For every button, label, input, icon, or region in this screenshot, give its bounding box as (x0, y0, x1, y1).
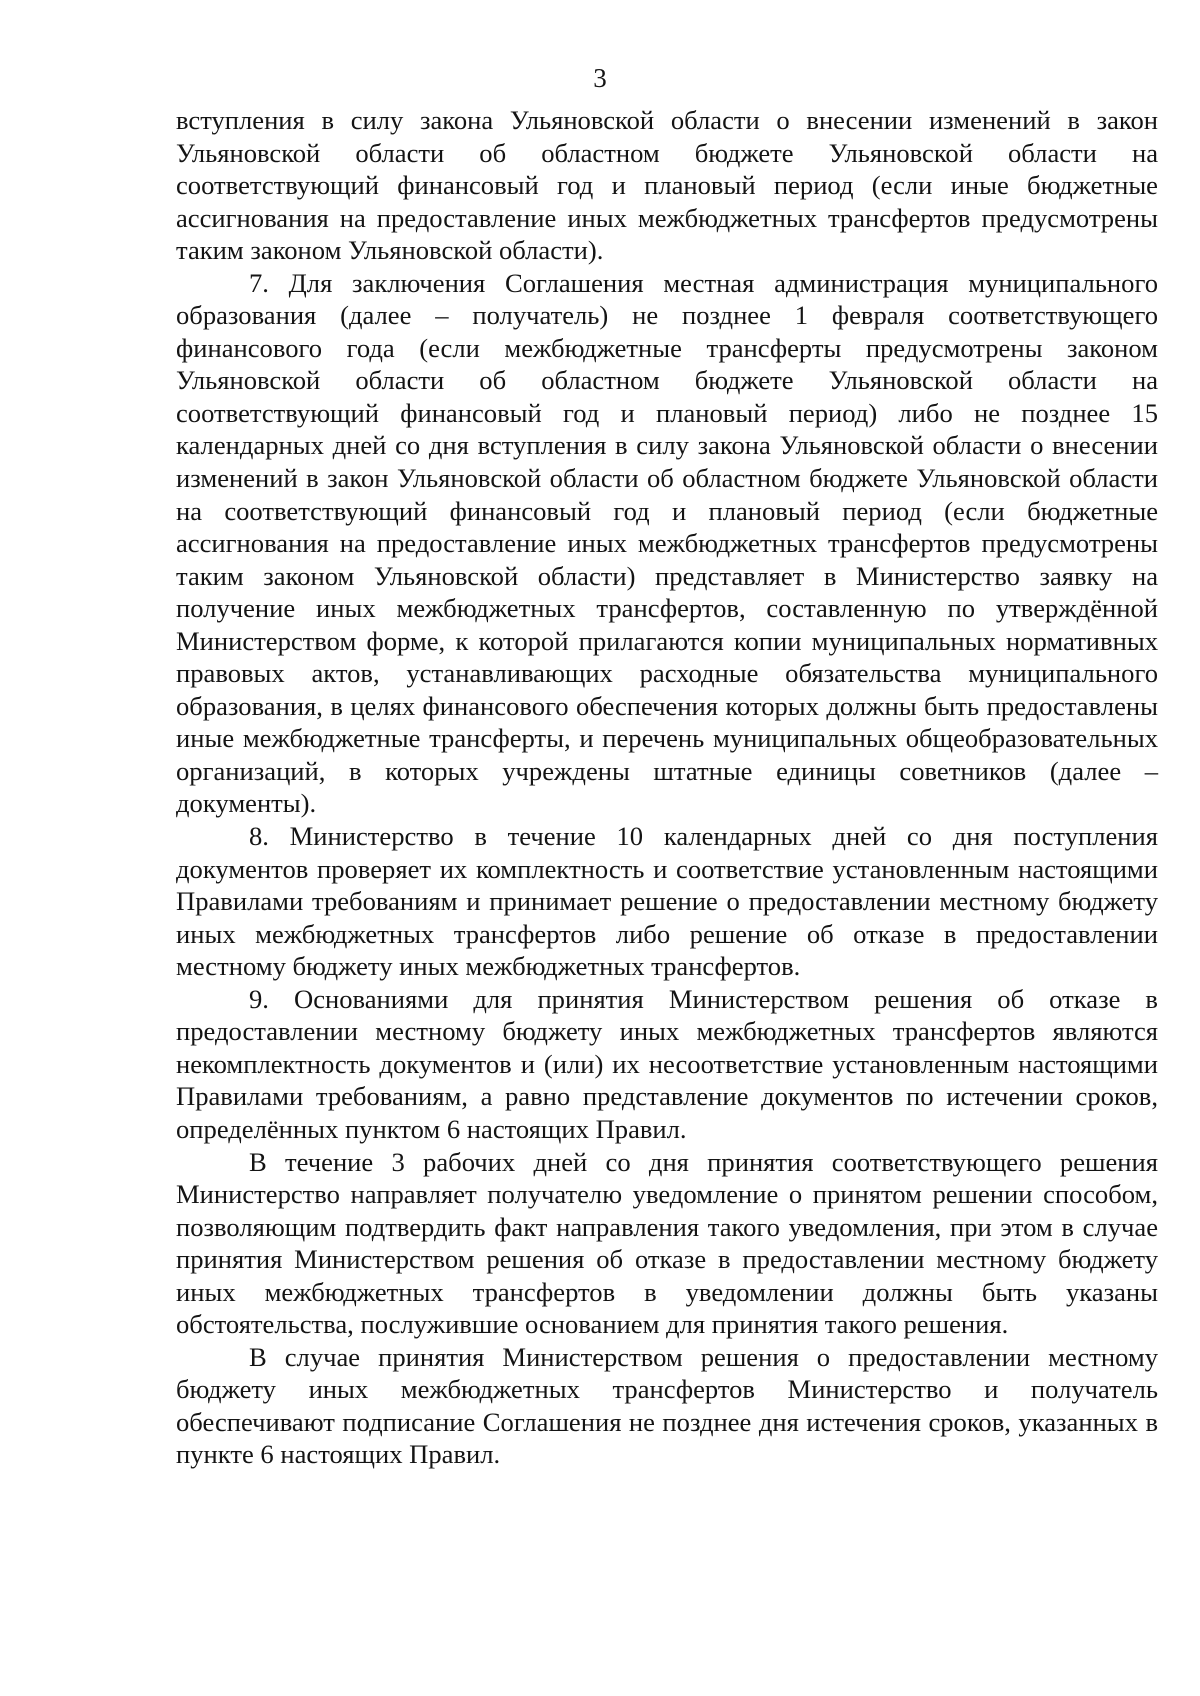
paragraph-continuation: вступления в силу закона Ульяновской области о внесении изменений в закон Ульяновской области об областном бюджете Ульяновской области на соответствующий финансовый год и плановый период (если иные бюджетные ассигнования на предоставление иных межбюджетных трансфертов предусмотрены таким законом Ульяновской области). (176, 105, 1158, 266)
paragraph-agreement-signing: В случае принятия Министерством решения о предоставлении местному бюджету иных межбюджетных трансфертов Министерство и получатель обеспечивают подписание Соглашения не позднее дня истечения сроков, указанных в пункте 6 настоящих Правил. (176, 1341, 1158, 1470)
page-number: 3 (593, 63, 607, 93)
paragraph-notification: В течение 3 рабочих дней со дня принятия соответствующего решения Министерство направляет получателю уведомление о принятом решении способом, позволяющим подтвердить факт направления такого уведомления, при этом в случае принятия Министерством решения об отказе в предоставлении местному бюджету иных межбюджетных трансфертов в уведомлении должны быть указаны обстоятельства, послужившие основанием для принятия такого решения. (176, 1146, 1158, 1340)
paragraph-item-9: 9. Основаниями для принятия Министерством решения об отказе в предоставлении местному бюджету иных межбюджетных трансфертов являются некомплектность документов и (или) их несоответствие установленным настоящими Правилами требованиям, а равно представление документов по истечении сроков, определённых пунктом 6 настоящих Правил. (176, 983, 1158, 1144)
paragraph-item-8: 8. Министерство в течение 10 календарных дней со дня поступления документов проверяет их комплектность и соответствие установленным настоящими Правилами требованиям и принимает решение о предоставлении местному бюджету иных межбюджетных трансфертов либо решение об отказе в предоставлении местному бюджету иных межбюджетных трансфертов. (176, 821, 1158, 982)
paragraph-item-7: 7. Для заключения Соглашения местная администрация муниципального образования (далее – получатель) не позднее 1 февраля соответствующего финансового года (если межбюджетные трансферты предусмотрены законом Ульяновской области об областном бюджете Ульяновской области на соответствующий финансовый год и плановый период) либо не позднее 15 календарных дней со дня вступления в силу закона Ульяновской области о внесении изменений в закон Ульяновской области об областном бюджете Ульяновской области на соответствующий финансовый год и плановый период (если бюджетные ассигнования на предоставление иных межбюджетных трансфертов предусмотрены таким законом Ульяновской области) представляет в Министерство заявку на получение иных межбюджетных трансфертов, составленную по утверждённой Министерством форме, к которой прилагаются копии муниципальных нормативных правовых актов, устанавливающих расходные обязательства муниципального образования, в целях финансового обеспечения которых должны быть предоставлены иные межбюджетные трансферты, и перечень муниципальных общеобразовательных организаций, в которых учреждены штатные единицы советников (далее – документы). (176, 267, 1158, 819)
document-body (176, 104, 1158, 1471)
